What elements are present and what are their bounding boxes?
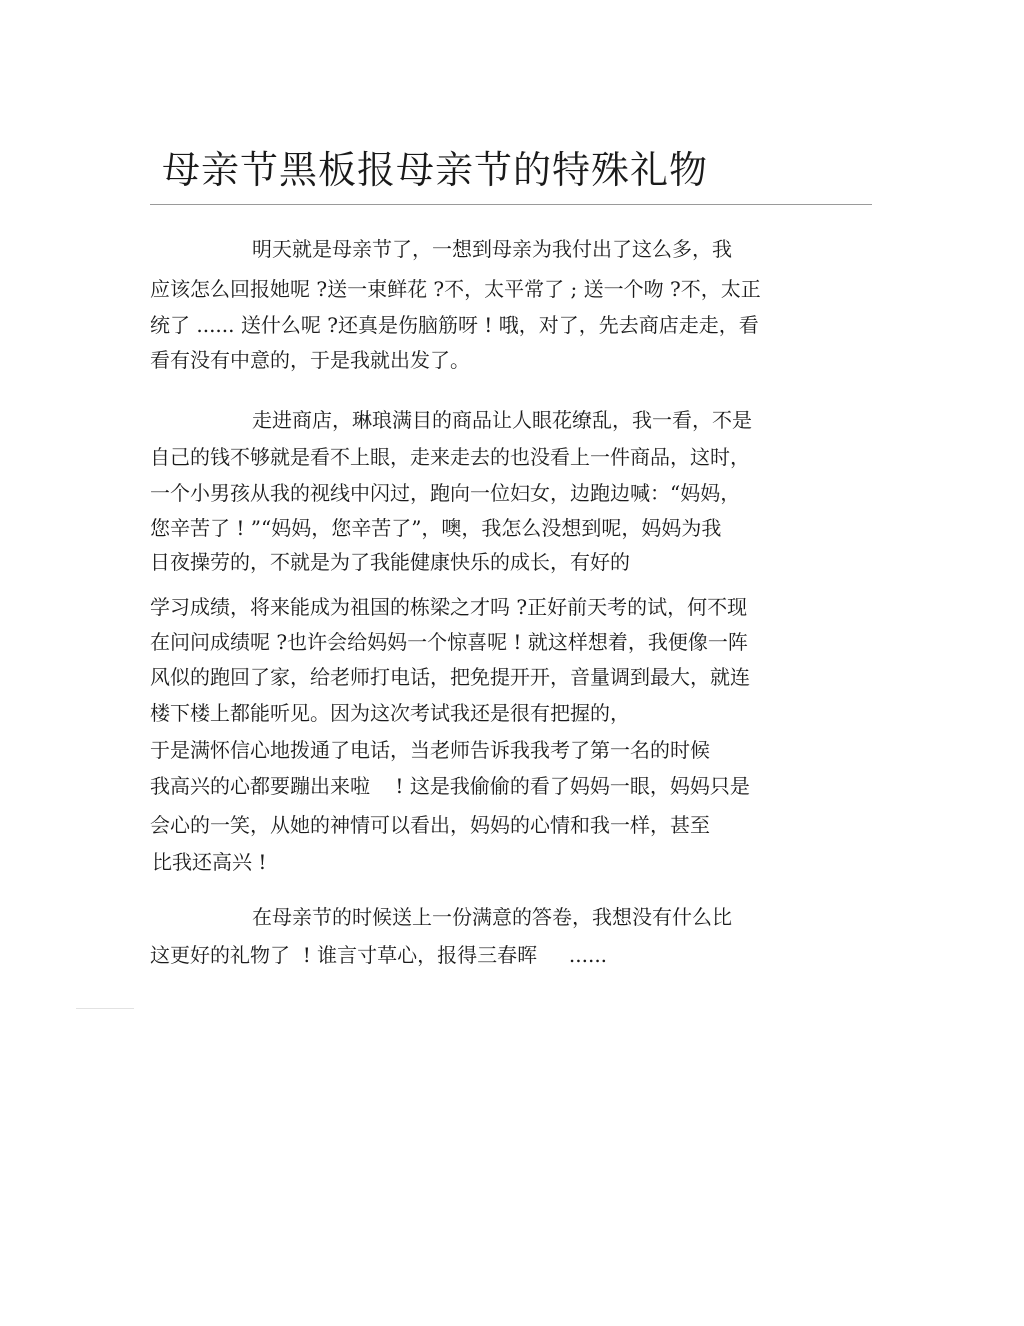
paragraph-1-line: 统了 ...... 送什么呢 ?还真是伤脑筋呀 ! 哦，对了，先去商店走走，看	[150, 313, 759, 337]
paragraph-2-line: 日夜操劳的，不就是为了我能健康快乐的成长，有好的	[150, 550, 630, 574]
paragraph-1-line: 应该怎么回报她呢 ?送一束鲜花 ?不，太平常了 ; 送一个吻 ?不，太正	[150, 277, 761, 301]
paragraph-1-line: 明天就是母亲节了，一想到母亲为我付出了这么多，我	[252, 237, 732, 261]
paragraph-2-line: 在问问成绩呢 ?也许会给妈妈一个惊喜呢 ! 就这样想着，我便像一阵	[150, 630, 748, 654]
paragraph-2-line: 风似的跑回了家，给老师打电话，把免提开开，音量调到最大，就连	[150, 665, 750, 689]
paragraph-2-line: 于是满怀信心地拨通了电话，当老师告诉我我考了第一名的时候	[150, 738, 710, 762]
document-title: 母亲节黑板报母亲节的特殊礼物	[162, 148, 709, 192]
scan-artifact-line	[76, 1008, 134, 1009]
paragraph-2-line: 楼下楼上都能听见。因为这次考试我还是很有把握的，	[150, 701, 630, 725]
paragraph-2-line: 我高兴的心都要蹦出来啦 ! 这是我偷偷的看了妈妈一眼，妈妈只是	[150, 774, 750, 798]
title-divider	[150, 204, 872, 205]
paragraph-2-line: 一个小男孩从我的视线中闪过，跑向一位妇女，边跑边喊：“妈妈，	[150, 481, 741, 505]
paragraph-2-line: 学习成绩，将来能成为祖国的栋梁之才吗 ?正好前天考的试，何不现	[150, 595, 748, 619]
paragraph-2-line: 比我还高兴 !	[152, 850, 267, 874]
paragraph-2-line: 您辛苦了 ! ”“妈妈，您辛苦了”，噢，我怎么没想到呢，妈妈为我	[150, 516, 722, 540]
paragraph-3-line: 这更好的礼物了 ! 谁言寸草心，报得三春晖 ......	[150, 943, 608, 967]
paragraph-2-line: 自己的钱不够就是看不上眼，走来走去的也没看上一件商品，这时，	[150, 445, 750, 469]
paragraph-1-line: 看有没有中意的，于是我就出发了。	[150, 348, 470, 372]
paragraph-3-line: 在母亲节的时候送上一份满意的答卷，我想没有什么比	[252, 905, 732, 929]
paragraph-2-line: 走进商店，琳琅满目的商品让人眼花缭乱，我一看，不是	[252, 408, 752, 432]
paragraph-2-line: 会心的一笑，从她的神情可以看出，妈妈的心情和我一样，甚至	[150, 813, 710, 837]
